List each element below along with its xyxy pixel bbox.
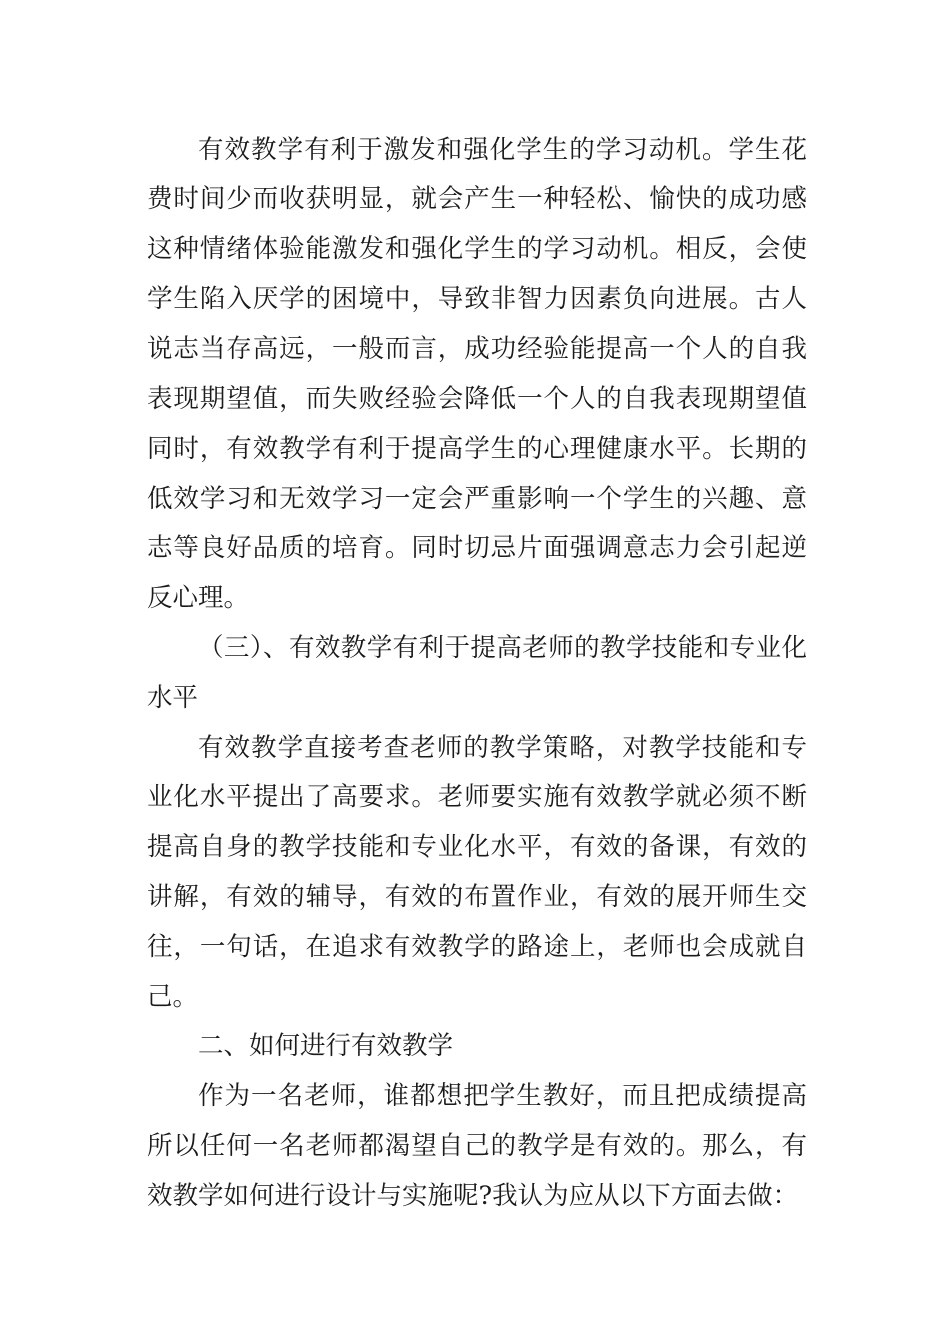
text-line: 己。 xyxy=(147,982,199,1012)
text-line: 说志当存高远，一般而言，成功经验能提高一个人的自我 xyxy=(147,334,807,364)
text-line: 业化水平提出了高要求。老师要实施有效教学就必须不断 xyxy=(147,782,807,812)
text-line: 作为一名老师，谁都想把学生教好，而且把成绩提高 xyxy=(198,1081,807,1111)
text-line: 费时间少而收获明显，就会产生一种轻松、愉快的成功感 xyxy=(147,184,807,214)
section-heading: 水平 xyxy=(147,683,199,713)
section-heading: 二、如何进行有效教学 xyxy=(198,1031,454,1061)
text-line: 志等良好品质的培育。同时切忌片面强调意志力会引起逆 xyxy=(147,533,807,563)
text-line: 同时，有效教学有利于提高学生的心理健康水平。长期的 xyxy=(147,434,807,464)
text-line: 有效教学有利于激发和强化学生的学习动机。学生花 xyxy=(198,135,807,165)
text-line: 表现期望值，而失败经验会降低一个人的自我表现期望值 xyxy=(147,384,807,414)
text-line: 效教学如何进行设计与实施呢?我认为应从以下方面去做： xyxy=(147,1181,799,1211)
text-line: 学生陷入厌学的困境中，导致非智力因素负向进展。古人 xyxy=(147,284,807,314)
text-line: 低效学习和无效学习一定会严重影响一个学生的兴趣、意 xyxy=(147,484,807,514)
section-heading: （三）、有效教学有利于提高老师的教学技能和专业化 xyxy=(198,633,807,663)
text-line: 所以任何一名老师都渴望自己的教学是有效的。那么，有 xyxy=(147,1131,807,1161)
text-line: 提高自身的教学技能和专业化水平，有效的备课，有效的 xyxy=(147,832,807,862)
text-line: 反心理。 xyxy=(147,583,250,613)
text-line: 往，一句话，在追求有效教学的路途上，老师也会成就自 xyxy=(147,932,807,962)
text-line: 讲解，有效的辅导，有效的布置作业，有效的展开师生交 xyxy=(147,882,807,912)
text-line: 这种情绪体验能激发和强化学生的学习动机。相反，会使 xyxy=(147,234,807,264)
text-line: 有效教学直接考查老师的教学策略，对教学技能和专 xyxy=(198,733,807,763)
